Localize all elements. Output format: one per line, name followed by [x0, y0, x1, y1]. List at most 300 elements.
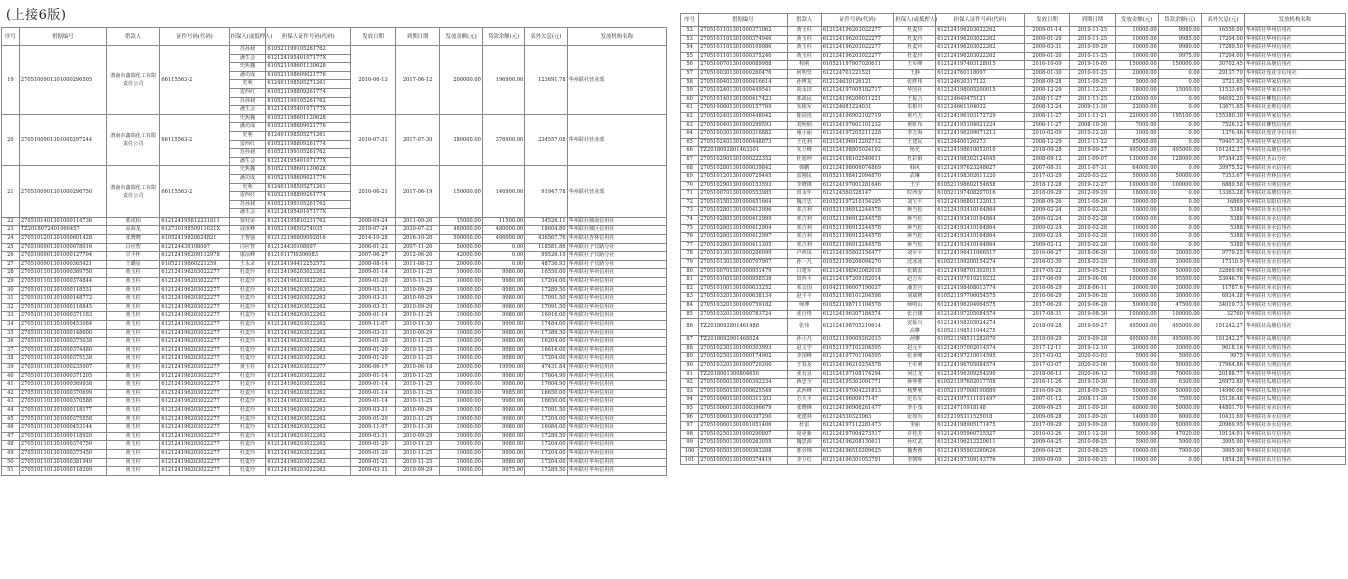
cell-amount: 20000.00	[1115, 69, 1158, 78]
cell-interest: 17204.00	[525, 278, 567, 287]
cell-amount: 10000.00	[1115, 207, 1158, 216]
cell-guarantor-id: 61212419540107177X	[266, 106, 351, 115]
cell-guarantor: 潘生会	[229, 157, 266, 166]
cell-loan-id: 2705103201301000783724	[699, 310, 788, 319]
cell-borrower: 王璐星	[106, 260, 160, 269]
cell-due-date: 2020-07-23	[395, 226, 440, 235]
cell-issue-date: 2017-03-07	[1024, 361, 1069, 370]
cell-issue-date: 2009-01-14	[1024, 27, 1069, 36]
cell-loan-id: 2705102501301000174902	[699, 353, 788, 362]
table-row	[681, 379, 1346, 388]
cell-amount: 5900.00	[1115, 439, 1158, 448]
cell-balance: 0.00	[1158, 456, 1201, 465]
cell-guarantor-id: 612124193410164864	[936, 216, 1025, 225]
cell-guarantor-id: 610521199200154274	[936, 259, 1025, 268]
header-loan-id: 借据编号	[699, 14, 788, 27]
cell-guarantor: 刘军平	[894, 250, 936, 259]
header-seq: 序号	[681, 14, 699, 27]
cell-issue-date: 2009-11-07	[351, 424, 396, 433]
cell-loan-id: 2705100401301000416614	[699, 78, 788, 87]
cell-due-date: 2019-12-27	[1070, 181, 1115, 190]
cell-org: 华州联社华州信用社	[567, 286, 666, 295]
cell-org: 华州联社华家信用社	[1244, 78, 1345, 87]
cell-balance: 0.00	[1158, 198, 1201, 207]
cell-borrower: 黄玉柱	[106, 398, 160, 407]
cell-interest: 5388	[1201, 233, 1244, 242]
cell-loan-id: 2705101101301000118399	[19, 467, 106, 476]
cell-guarantor: 张如有	[894, 413, 936, 422]
cell-issue-date: 2017-08-31	[1024, 310, 1069, 319]
cell-due-date: 2019-08-30	[1070, 310, 1115, 319]
cell-guarantor: 李朝辉	[894, 456, 936, 465]
cell-id-code: 612124198705210614	[821, 319, 894, 336]
cell-amount: 10000.00	[440, 321, 482, 330]
cell-issue-date: 2006-01-23	[351, 243, 396, 252]
cell-seq: 37	[2, 346, 20, 355]
cell-guarantor: 史利	[229, 131, 266, 140]
cell-borrower: 张建林	[787, 413, 821, 422]
table-row	[2, 406, 667, 415]
cell-due-date: 2010-11-25	[395, 398, 440, 407]
cell-id-code: 612124197205211228	[821, 130, 894, 139]
cell-due-date: 2019-09-27	[1070, 319, 1115, 336]
cell-org: 华州联社子仪路分社	[567, 243, 666, 252]
cell-guarantor-id: 612124196203022262	[266, 355, 351, 364]
cell-org: 华州联社赤水信用社	[1244, 233, 1345, 242]
cell-org: 华州联社赤水信用社	[1244, 284, 1345, 293]
cell-id-code: 612124197001281646	[821, 181, 894, 190]
cell-seq: 74	[681, 216, 699, 225]
cell-interest: 5388	[1201, 216, 1244, 225]
cell-balance: 0.00	[482, 243, 524, 252]
table-row	[2, 226, 667, 235]
cell-id-code: 610521196912244578	[821, 224, 894, 233]
cell-loan-id: 2705101101301000371205	[19, 372, 106, 381]
cell-org: 华州联社华州信用社	[567, 363, 666, 372]
cell-amount: 495000.00	[1115, 336, 1158, 345]
cell-borrower: 王化利	[787, 138, 821, 147]
cell-seq: 60	[681, 95, 699, 104]
cell-balance: 146900.00	[482, 166, 524, 218]
cell-interest: 123691.78	[525, 46, 567, 115]
cell-seq: 56	[681, 61, 699, 70]
cell-borrower: 黄玉柱	[787, 27, 821, 36]
table-row	[681, 241, 1346, 250]
cell-guarantor-id: 61052119850274035	[266, 226, 351, 235]
cell-issue-date: 2017-06-29	[1024, 302, 1069, 311]
cell-amount: 10000.00	[440, 278, 482, 287]
cell-issue-date: 2017-03-02	[1024, 353, 1069, 362]
cell-borrower: 何明坚	[787, 69, 821, 78]
cell-amount: 10000.00	[440, 424, 482, 433]
cell-issue-date: 2017-05-22	[1024, 267, 1069, 276]
cell-org: 华州联社华州信用社	[567, 329, 666, 338]
cell-borrower: 黄玉柱	[106, 303, 160, 312]
cell-issue-date: 2009-01-14	[351, 269, 396, 278]
cell-borrower: 黄玉柱	[106, 295, 160, 304]
cell-issue-date: 2018-09-29	[1024, 336, 1069, 345]
cell-loan-id: 2705100701301000089988	[699, 61, 788, 70]
cell-borrower: 黄玉柱	[106, 441, 160, 450]
cell-loan-id: 2705101101301000453144	[19, 424, 106, 433]
cell-seq: 63	[681, 121, 699, 130]
cell-amount: 10000.00	[440, 449, 482, 458]
cell-balance: 0.00	[1158, 190, 1201, 199]
table-row	[2, 389, 667, 398]
cell-due-date: 2010-09-29	[1070, 44, 1115, 53]
cell-id-code: 612124196203022277	[160, 372, 229, 381]
cell-id-code: 612124197601101232	[821, 121, 894, 130]
cell-borrower: 邓吉利	[787, 207, 821, 216]
table-row	[2, 432, 667, 441]
cell-org: 华州联社赤水信用社	[1244, 422, 1345, 431]
cell-guarantor: 华国社	[894, 87, 936, 96]
cell-org: 华州联社华州信用社	[567, 372, 666, 381]
cell-issue-date: 2008-12-24	[1024, 104, 1069, 113]
cell-guarantor: 杜彩娟	[894, 155, 936, 164]
cell-guarantor: 杜麦玲	[229, 295, 266, 304]
cell-guarantor-id: 612124198610052010	[936, 147, 1025, 156]
cell-seq: 31	[2, 295, 20, 304]
cell-interest: 7526.12	[1201, 121, 1244, 130]
cell-balance: 9980.00	[482, 398, 524, 407]
cell-balance: 9985.00	[482, 389, 524, 398]
cell-guarantor: 杜麦玲	[894, 44, 936, 53]
table-row	[2, 329, 667, 338]
cell-balance: 15000.00	[1158, 87, 1201, 96]
cell-issue-date: 2009-01-20	[1024, 35, 1069, 44]
cell-guarantor: 贾桂荣	[229, 217, 266, 226]
cell-amount: 10000.00	[1115, 241, 1158, 250]
cell-loan-id: TZ2018092901468024	[699, 336, 788, 345]
cell-guarantor: 杜麦玲	[229, 458, 266, 467]
cell-issue-date: 2009-09-25	[1024, 404, 1069, 413]
cell-balance: 9990.00	[482, 449, 524, 458]
cell-seq: 92	[681, 379, 699, 388]
cell-id-code: 612124196203022277	[160, 381, 229, 390]
cell-interest: 436567.76	[525, 235, 567, 244]
cell-org: 华州联社华州信用社	[1244, 35, 1345, 44]
cell-org: 华州联社赤水信用社	[1244, 207, 1345, 216]
cell-due-date: 2010-11-25	[395, 441, 440, 450]
cell-id-code: 612124196301053791	[821, 456, 894, 465]
table-row	[681, 319, 1346, 336]
cell-id-code: 61273019850911021X	[160, 226, 229, 235]
cell-org: 华州联社高塘信用社	[1244, 319, 1345, 336]
cell-balance: 9980.00	[1158, 44, 1201, 53]
cell-loan-id: 2705101101301000375038	[19, 338, 106, 347]
cell-borrower: 张自恪	[787, 310, 821, 319]
cell-org: 华州联社华州信用社	[567, 449, 666, 458]
cell-due-date: 2011-09-20	[1070, 404, 1115, 413]
cell-amount: 10000.00	[440, 398, 482, 407]
cell-borrower: 孙小凡	[787, 336, 821, 345]
cell-org: 华州联社华州信用社	[567, 458, 666, 467]
cell-seq: 54	[681, 44, 699, 53]
cell-amount: 130000.00	[1115, 155, 1158, 164]
cell-guarantor-id: 612124196203022262	[266, 372, 351, 381]
cell-balance: 0.00	[482, 252, 524, 261]
cell-guarantor-id: 610521199105261762	[266, 149, 351, 158]
header-org: 发放机构名称	[567, 28, 666, 46]
cell-amount: 15000.00	[440, 217, 482, 226]
table-row	[681, 439, 1346, 448]
cell-amount: 10000.00	[440, 406, 482, 415]
cell-borrower: 李国峰	[787, 353, 821, 362]
cell-id-code: 612124196208130611	[821, 439, 894, 448]
cell-issue-date: 2009-03-31	[1024, 44, 1069, 53]
cell-guarantor: 王军利	[894, 361, 936, 370]
table-row	[681, 87, 1346, 96]
cell-borrower: 朱卫峰	[787, 147, 821, 156]
cell-amount: 30000.00	[1115, 250, 1158, 259]
cell-issue-date: 2017-03-29	[1024, 173, 1069, 182]
cell-seq: 62	[681, 112, 699, 121]
cell-balance: 100000.00	[1158, 181, 1201, 190]
cell-due-date: 2012-06-20	[395, 252, 440, 261]
cell-interest: 9975	[1201, 353, 1244, 362]
cell-issue-date: 2008-08-14	[351, 260, 396, 269]
cell-loan-id: 2705100901301000297244	[19, 114, 106, 166]
cell-borrower: 黄玉柱	[106, 458, 160, 467]
cell-guarantor-id: 610521199105261762	[266, 97, 351, 106]
cell-interest: 26973.80	[1201, 379, 1244, 388]
cell-interest: 3721.65	[1201, 78, 1244, 87]
cell-issue-date: 2016-06-29	[1024, 284, 1069, 293]
table-row	[2, 269, 667, 278]
cell-seq: 46	[2, 424, 20, 433]
cell-interest: 191242.27	[1201, 319, 1244, 336]
cell-loan-id: 2705100701301000553985	[699, 190, 788, 199]
cell-seq: 49	[2, 449, 20, 458]
table-row	[681, 284, 1346, 293]
cell-loan-id: 2705101101301000371183	[19, 312, 106, 321]
cell-guarantor: 史焦魏	[229, 63, 266, 72]
cell-guarantor: 杜麦玲	[229, 312, 266, 321]
cell-guarantor-id: 612124196203022262	[266, 329, 351, 338]
cell-seq: 86	[681, 319, 699, 336]
cell-guarantor-id: 612124196103172729	[936, 112, 1025, 121]
cell-guarantor: 王永录	[229, 260, 266, 269]
cell-id-code: 610521196912244578	[821, 207, 894, 216]
cell-due-date: 2020-03-03	[1070, 353, 1115, 362]
cell-amount: 10000.00	[1115, 27, 1158, 36]
cell-id-code: 612124196203022277	[160, 338, 229, 347]
cell-due-date: 2008-10-30	[1070, 121, 1115, 130]
cell-guarantor: 许桂芳	[894, 430, 936, 439]
cell-guarantor-id: 612124196411066517	[936, 250, 1025, 259]
cell-interest: 191242.27	[1201, 147, 1244, 156]
cell-seq: 98	[681, 430, 699, 439]
cell-org: 华州联社金堆信用社	[1244, 104, 1345, 113]
cell-due-date: 2017-07-30	[395, 114, 440, 166]
cell-id-code: 66115563-2	[160, 46, 229, 115]
cell-loan-id: 2705101101301000369938	[19, 381, 106, 390]
cell-issue-date: 2016-06-27	[1024, 250, 1069, 259]
cell-org: 华州联社华州信用社	[567, 355, 666, 364]
cell-guarantor-id: 612124198701302015	[936, 267, 1025, 276]
cell-balance: 9975.00	[1158, 52, 1201, 61]
cell-due-date: 2019-05-21	[1070, 267, 1115, 276]
cell-guarantor: 蒋当松	[894, 207, 936, 216]
cell-id-code: 610521196912244578	[821, 241, 894, 250]
cell-issue-date: 2009-01-20	[1024, 52, 1069, 61]
cell-guarantor-id: 612124760118097	[936, 69, 1025, 78]
table-row	[681, 422, 1346, 431]
cell-id-code: 612124430108097	[160, 243, 229, 252]
cell-issue-date: 2009-04-25	[1024, 439, 1069, 448]
cell-guarantor-id: 612124197623248627	[936, 164, 1025, 173]
cell-org: 华州联社华州信用社	[1244, 370, 1345, 379]
cell-guarantor-id: 612124198205024274 610521198511044275	[936, 319, 1025, 336]
cell-id-code: 610521198711104578	[821, 302, 894, 311]
cell-issue-date: 2009-03-31	[351, 303, 396, 312]
table-row	[2, 355, 667, 364]
cell-interest: 34526.11	[525, 217, 567, 226]
cell-amount: 22000.00	[1115, 104, 1158, 113]
cell-interest: 30702.45	[1201, 61, 1244, 70]
cell-guarantor: 杜麦玲	[894, 52, 936, 61]
cell-org: 华州联社高塘信用社	[1244, 267, 1345, 276]
table-row	[681, 404, 1346, 413]
cell-due-date: 2019-09-28	[1070, 336, 1115, 345]
cell-interest: 17204.00	[1201, 35, 1244, 44]
cell-interest: 18604.80	[525, 226, 567, 235]
cell-borrower: 朱根军	[787, 104, 821, 113]
cell-seq: 39	[2, 363, 20, 372]
cell-org: 华州联社赤水信用社	[1244, 164, 1345, 173]
cell-guarantor: 李小茂	[894, 404, 936, 413]
cell-guarantor: 苏孙昶	[229, 46, 266, 55]
cell-loan-id: 2705101501301000451664	[699, 198, 788, 207]
cell-interest: 17289.50	[525, 467, 567, 476]
cell-guarantor-id: 612124198302124045	[936, 155, 1025, 164]
cell-guarantor: 白应智	[229, 243, 266, 252]
cell-guarantor: 杜麦玲	[229, 381, 266, 390]
cell-balance: 9980.00	[482, 295, 524, 304]
cell-amount: 10000.00	[1115, 52, 1158, 61]
cell-due-date: 2009-11-30	[1070, 104, 1115, 113]
cell-guarantor: 杜麦玲	[229, 372, 266, 381]
cell-balance: 9980.00	[482, 278, 524, 287]
cell-guarantor-id: 612124196203022262	[936, 52, 1025, 61]
cell-interest: 3995.90	[1201, 447, 1244, 456]
cell-interest: 10431.69	[1201, 413, 1244, 422]
cell-due-date: 2010-02-28	[1070, 207, 1115, 216]
cell-due-date: 2010-11-30	[395, 321, 440, 330]
cell-id-code: 612124195802154477	[821, 250, 894, 259]
cell-org: 华州联社华州信用社	[567, 398, 666, 407]
cell-borrower: 师博	[787, 302, 821, 311]
cell-balance: 128000.00	[1158, 155, 1201, 164]
cell-borrower: 邓会国	[787, 284, 821, 293]
cell-id-code: 61052119860221259	[160, 260, 229, 269]
cell-interest: 39975.52	[1201, 164, 1244, 173]
cell-due-date: 2010-11-25	[395, 458, 440, 467]
cell-org: 华州联社华州信用社	[567, 338, 666, 347]
cell-borrower: 黄玉柱	[106, 381, 160, 390]
cell-org: 华州联社华州信用社	[567, 424, 666, 433]
cell-amount: 50000.00	[1115, 387, 1158, 396]
cell-balance: 9980.00	[482, 329, 524, 338]
cell-guarantor: 史利	[229, 80, 266, 89]
cell-seq: 84	[681, 302, 699, 311]
cell-borrower: 蒋忠全	[787, 379, 821, 388]
cell-due-date: 2020-03-06	[1070, 361, 1115, 370]
cell-org: 华州联社华州信用社	[1244, 52, 1345, 61]
cell-loan-id: 2705101101301000375240	[699, 52, 788, 61]
cell-balance: 5900.00	[1158, 439, 1201, 448]
cell-guarantor: 蒋当松	[894, 216, 936, 225]
table-row	[2, 372, 667, 381]
cell-loan-id: 2705100501301000374419	[699, 456, 788, 465]
cell-balance: 19990.00	[482, 363, 524, 372]
cell-guarantor: 苏孙昶	[229, 200, 266, 209]
cell-due-date: 2011-09-20	[1070, 413, 1115, 422]
cell-loan-id: 2705102401301000448873	[699, 138, 788, 147]
cell-issue-date: 2008-11-27	[1024, 95, 1069, 104]
cell-guarantor-id: 610521198601130628	[266, 114, 351, 123]
header-interest: 表外欠息(元)	[1201, 14, 1244, 27]
cell-borrower: 黄玉柱	[787, 35, 821, 44]
cell-seq: 55	[681, 52, 699, 61]
cell-guarantor: 刘宝平	[894, 198, 936, 207]
cell-interest: 17204.00	[525, 415, 567, 424]
cell-balance: 0.00	[1158, 164, 1201, 173]
cell-guarantor: 蒋仲胜	[894, 379, 936, 388]
cell-guarantor-id: 610521198809261774	[266, 88, 351, 97]
cell-loan-id: 2705101101301000118845	[19, 303, 106, 312]
table-row	[681, 336, 1346, 345]
cell-due-date: 2019-06-28	[1070, 293, 1115, 302]
cell-due-date: 2011-12-20	[1070, 430, 1115, 439]
cell-amount: 30000.00	[1115, 259, 1158, 268]
cell-amount: 495000.00	[1115, 147, 1158, 156]
cell-interest: 5388	[1201, 224, 1244, 233]
cell-amount: 50000.00	[1115, 267, 1158, 276]
table-row	[681, 181, 1346, 190]
table-row	[2, 217, 667, 226]
cell-issue-date: 2016-11-26	[1024, 379, 1069, 388]
table-row	[2, 260, 667, 269]
cell-guarantor: 杜麦玲	[229, 338, 266, 347]
cell-id-code: 612124196203022277	[160, 398, 229, 407]
cell-issue-date: 2009-01-20	[351, 415, 396, 424]
cell-guarantor-id: 61212419540107177X	[266, 209, 351, 218]
cell-borrower: 周更新	[787, 430, 821, 439]
cell-balance: 0.00	[1158, 69, 1201, 78]
table-row	[2, 114, 667, 123]
cell-guarantor-id: 612124196203022262	[266, 278, 351, 287]
cell-balance: 9980.00	[482, 269, 524, 278]
table-row	[2, 295, 667, 304]
cell-org: 华州联社华州信用社	[567, 295, 666, 304]
cell-due-date: 2011-09-25	[1070, 78, 1115, 87]
table-row	[2, 243, 667, 252]
cell-guarantor-id: 612124630317122	[936, 78, 1025, 87]
cell-loan-id: 2705100901301000296750	[19, 166, 106, 218]
table-row	[681, 190, 1346, 199]
cell-due-date: 2019-10-05	[1070, 61, 1115, 70]
cell-seq: 76	[681, 233, 699, 242]
cell-loan-id: 2705101101301000369750	[19, 269, 106, 278]
cell-balance: 480000.00	[482, 226, 524, 235]
cell-due-date: 2010-09-29	[395, 286, 440, 295]
cell-id-code: 612124196203022277	[160, 467, 229, 476]
cell-interest: 53046.76	[1201, 276, 1244, 285]
cell-loan-id: 2705101101301000148772	[19, 295, 106, 304]
table-row	[681, 44, 1346, 53]
